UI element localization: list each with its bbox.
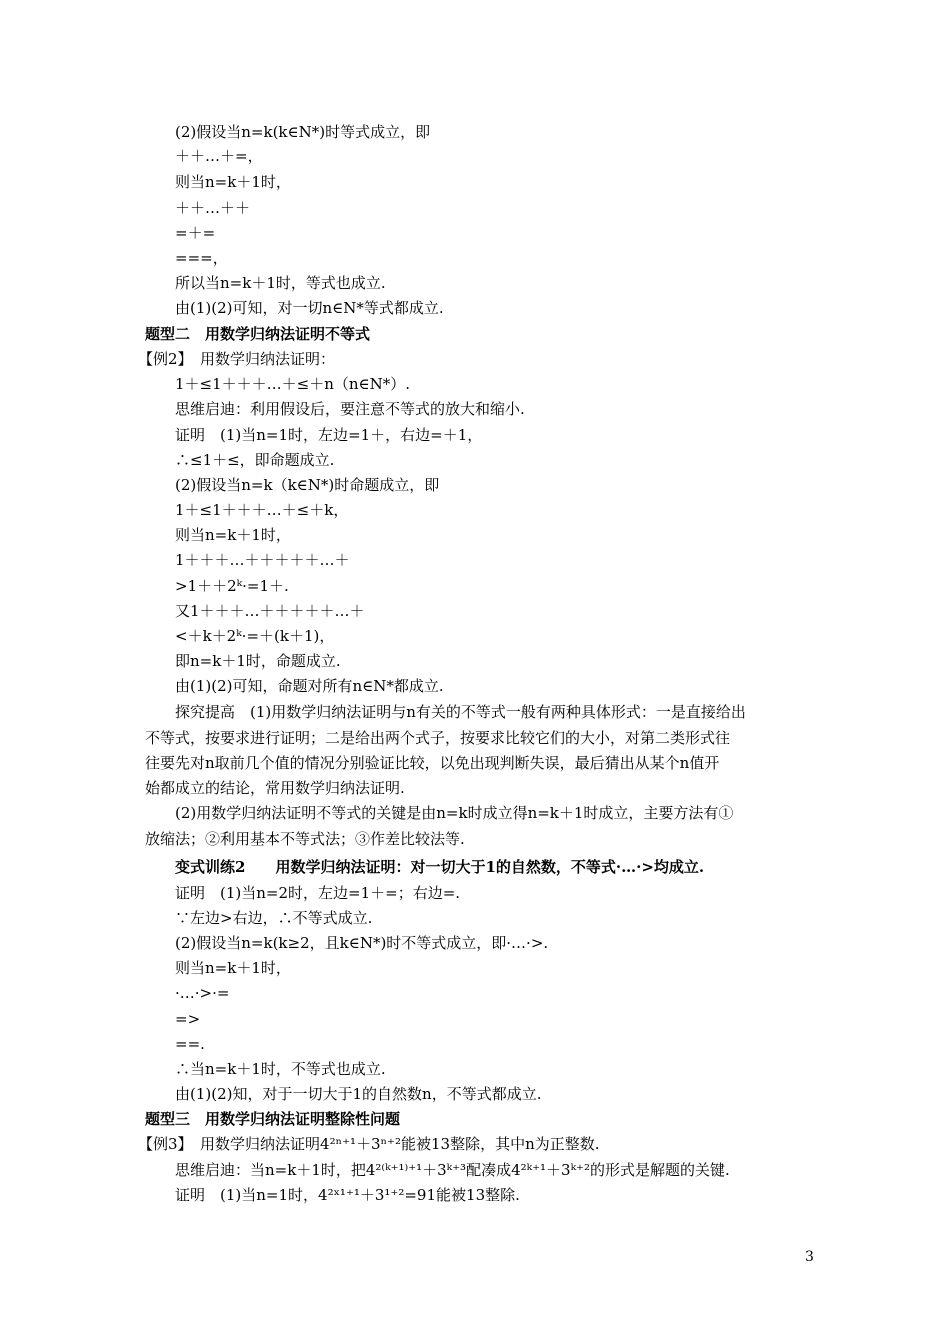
text-line: 又1＋＋＋…＋＋＋＋＋…＋ — [175, 602, 365, 620]
text-line: ＋＋…＋＋ — [175, 199, 251, 217]
text-line: 放缩法；②利用基本不等式法；③作差比较法等. — [145, 830, 465, 848]
text-line: 证明 (1)当n=1时，左边=1＋，右边=＋1， — [175, 426, 483, 444]
text-line: ·…·>·= — [175, 984, 230, 1002]
text-line: ＋＋…＋=， — [175, 147, 263, 165]
text-line: 探究提高 (1)用数学归纳法证明与n有关的不等式一般有两种具体形式：一是直接给出 — [175, 703, 746, 721]
text-line: <＋k＋2ᵏ·=＋(k＋1)， — [175, 627, 335, 645]
text-line: (2)假设当n=k(k≥2，且k∈N*)时不等式成立，即·…·>. — [175, 934, 549, 952]
text-line: 【例3】 用数学归纳法证明4²ⁿ⁺¹＋3ⁿ⁺²能被13整除，其中n为正整数. — [138, 1135, 600, 1153]
text-line: 题型三 用数学归纳法证明整除性问题 — [145, 1110, 401, 1128]
text-line: ∴≤1＋≤，即命题成立. — [175, 451, 335, 469]
text-line: 证明 (1)当n=2时，左边=1＋=；右边=. — [175, 884, 461, 902]
text-line: 题型二 用数学归纳法证明不等式 — [145, 325, 371, 343]
text-line: (2)假设当n=k(k∈N*)时等式成立，即 — [175, 123, 431, 141]
text-line: 1＋≤1＋＋＋…＋≤＋n（n∈N*）. — [175, 375, 411, 393]
text-line: 不等式，按要求进行证明；二是给出两个式子，按要求比较它们的大小，对第二类形式往 — [145, 729, 731, 747]
text-line: 则当n=k＋1时， — [175, 173, 291, 191]
text-line: ==. — [175, 1035, 205, 1053]
text-line: 【例2】 用数学归纳法证明： — [138, 350, 336, 368]
text-line: =＋= — [175, 224, 216, 242]
text-line: 即n=k＋1时，命题成立. — [175, 652, 341, 670]
text-line: ∴当n=k＋1时，不等式也成立. — [175, 1060, 386, 1078]
text-line: 则当n=k＋1时， — [175, 959, 291, 977]
text-line: 由(1)(2)可知，命题对所有n∈N*都成立. — [175, 677, 444, 695]
text-line: 所以当n=k＋1时，等式也成立. — [175, 274, 386, 292]
text-line: 思维启迪：当n=k＋1时，把4²⁽ᵏ⁺¹⁾⁺¹＋3ᵏ⁺³配凑成4²ᵏ⁺¹＋3ᵏ⁺²的形式是解题的关键. — [175, 1161, 730, 1179]
text-line: >1＋＋2ᵏ·=1＋. — [175, 577, 289, 595]
text-line: 1＋＋＋…＋＋＋＋＋…＋ — [175, 551, 350, 569]
page-number: 3 — [805, 1249, 814, 1265]
text-line: (2)假设当n=k（k∈N*)时命题成立，即 — [175, 476, 440, 494]
text-line: 变式训练2 用数学归纳法证明：对一切大于1的自然数，不等式·…·>均成立. — [175, 858, 705, 876]
text-line: ===， — [175, 249, 228, 267]
text-line: 由(1)(2)知，对于一切大于1的自然数n，不等式都成立. — [175, 1085, 542, 1103]
text-line: 1＋≤1＋＋＋…＋≤＋k， — [175, 501, 349, 519]
text-line: 思维启迪：利用假设后，要注意不等式的放大和缩小. — [175, 400, 525, 418]
text-line: ∵左边>右边，∴不等式成立. — [175, 909, 373, 927]
text-line: 证明 (1)当n=1时，4²ˣ¹⁺¹＋3¹⁺²=91能被13整除. — [175, 1186, 520, 1204]
text-line: (2)用数学归纳法证明不等式的关键是由n=k时成立得n=k＋1时成立，主要方法有① — [175, 804, 734, 822]
text-line: 则当n=k＋1时， — [175, 526, 291, 544]
text-line: 往要先对n取前几个值的情况分别验证比较，以免出现判断失误，最后猜出从某个n值开 — [145, 754, 720, 772]
text-line: 由(1)(2)可知，对一切n∈N*等式都成立. — [175, 299, 444, 317]
text-line: => — [175, 1010, 201, 1028]
text-line: 始都成立的结论，常用数学归纳法证明. — [145, 779, 405, 797]
